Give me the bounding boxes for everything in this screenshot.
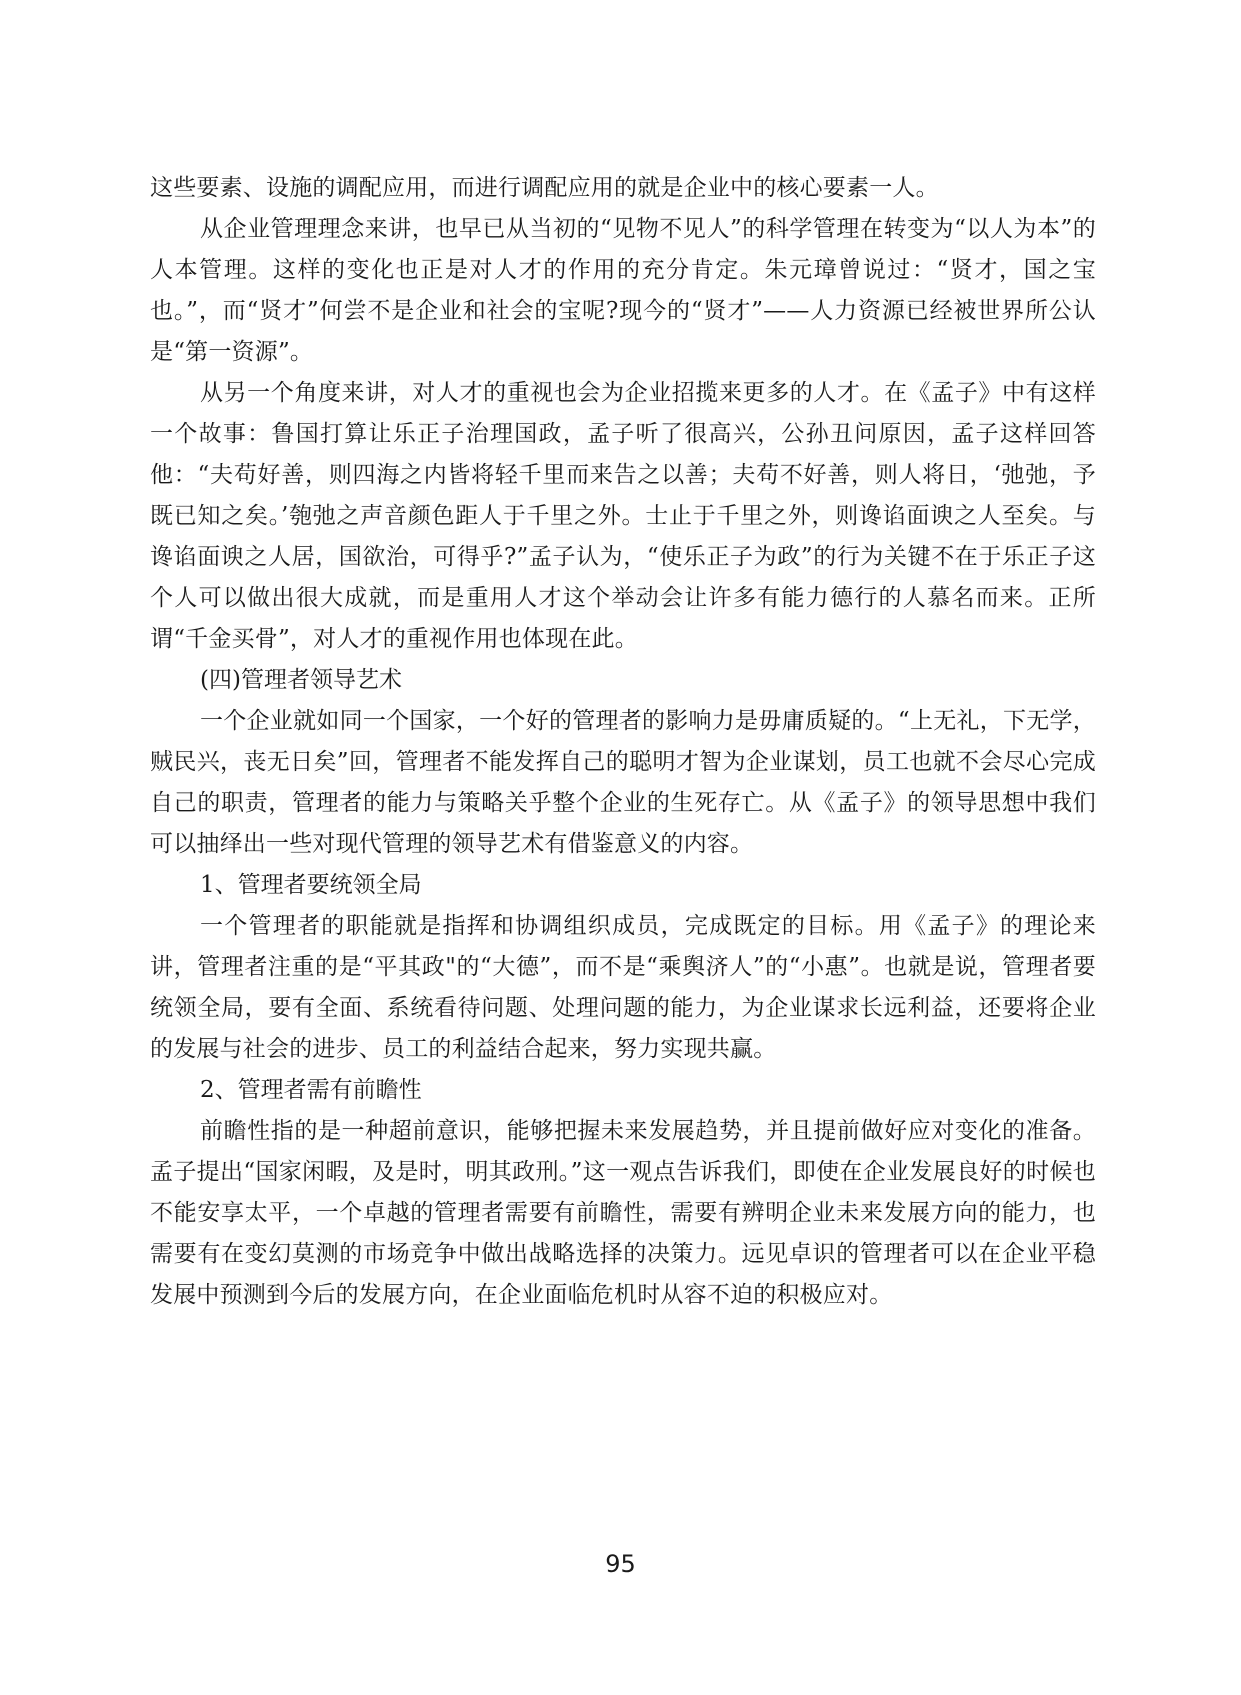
subheading-overall-control: 1、管理者要统领全局 <box>200 872 422 898</box>
paragraph-foresight: 前瞻性指的是一种超前意识，能够把握未来发展趋势，并且提前做好应对变化的准备。孟子提出“国家闲暇，及是时，明其政刑。”这一观点告诉我们，即使在企业发展良好的时候也不能安享太平，一个卓越的管理者需要有前瞻性，需要有辨明企业未来发展方向的能力，也需要有在变幻莫测的市场竞争中做出战略选择的决策力。远见卓识的管理者可以在企业平稳发展中预测到今后的发展方向，在企业面临危机时从容不迫的积极应对。 <box>150 1118 1096 1308</box>
document-body <box>150 168 1096 1316</box>
paragraph-overall-control: 一个管理者的职能就是指挥和协调组织成员，完成既定的目标。用《孟子》的理论来讲，管理者注重的是“平其政"的“大德”，而不是“乘舆济人”的“小惠”。也就是说，管理者要统领全局，要有全面、系统看待问题、处理问题的能力，为企业谋求长远利益，还要将企业的发展与社会的进步、员工的利益结合起来，努力实现共赢。 <box>150 913 1096 1062</box>
section-heading-leadership-art: (四)管理者领导艺术 <box>200 667 402 693</box>
page-number: 95 <box>605 1550 636 1578</box>
paragraph-mencius-story: 从另一个角度来讲，对人才的重视也会为企业招揽来更多的人才。在《孟子》中有这样一个故事：鲁国打算让乐正子治理国政，孟子听了很高兴，公孙丑问原因，孟子这样回答他：“夫苟好善，则四海之内皆将轻千里而来告之以善；夫苟不好善，则人将日，‘弛弛，予既已知之矣。’匏弛之声音颜色距人于千里之外。士止于千里之外，则谗谄面谀之人至矣。与谗谄面谀之人居，国欲治，可得乎?”孟子认为，“使乐正子为政”的行为关键不在于乐正子这个人可以做出很大成就，而是重用人才这个举动会让许多有能力德行的人慕名而来。正所谓“千金买骨”，对人才的重视作用也体现在此。 <box>150 380 1096 652</box>
subheading-foresight: 2、管理者需有前瞻性 <box>200 1077 422 1103</box>
paragraph-continuation: 这些要素、设施的调配应用，而进行调配应用的就是企业中的核心要素一人。 <box>150 175 939 201</box>
paragraph-leadership-influence: 一个企业就如同一个国家，一个好的管理者的影响力是毋庸质疑的。“上无礼，下无学，贼民兴，丧无日矣”回，管理者不能发挥自己的聪明才智为企业谋划，员工也就不会尽心完成自己的职责，管理者的能力与策略关乎整个企业的生死存亡。从《孟子》的领导思想中我们可以抽绎出一些对现代管理的领导艺术有借鉴意义的内容。 <box>150 708 1096 857</box>
paragraph-management-concept: 从企业管理理念来讲，也早已从当初的“见物不见人”的科学管理在转变为“以人为本”的人本管理。这样的变化也正是对人才的作用的充分肯定。朱元璋曾说过：“贤才，国之宝也。”，而“贤才”何尝不是企业和社会的宝呢?现今的“贤才”——人力资源已经被世界所公认是“第一资源”。 <box>150 216 1096 365</box>
